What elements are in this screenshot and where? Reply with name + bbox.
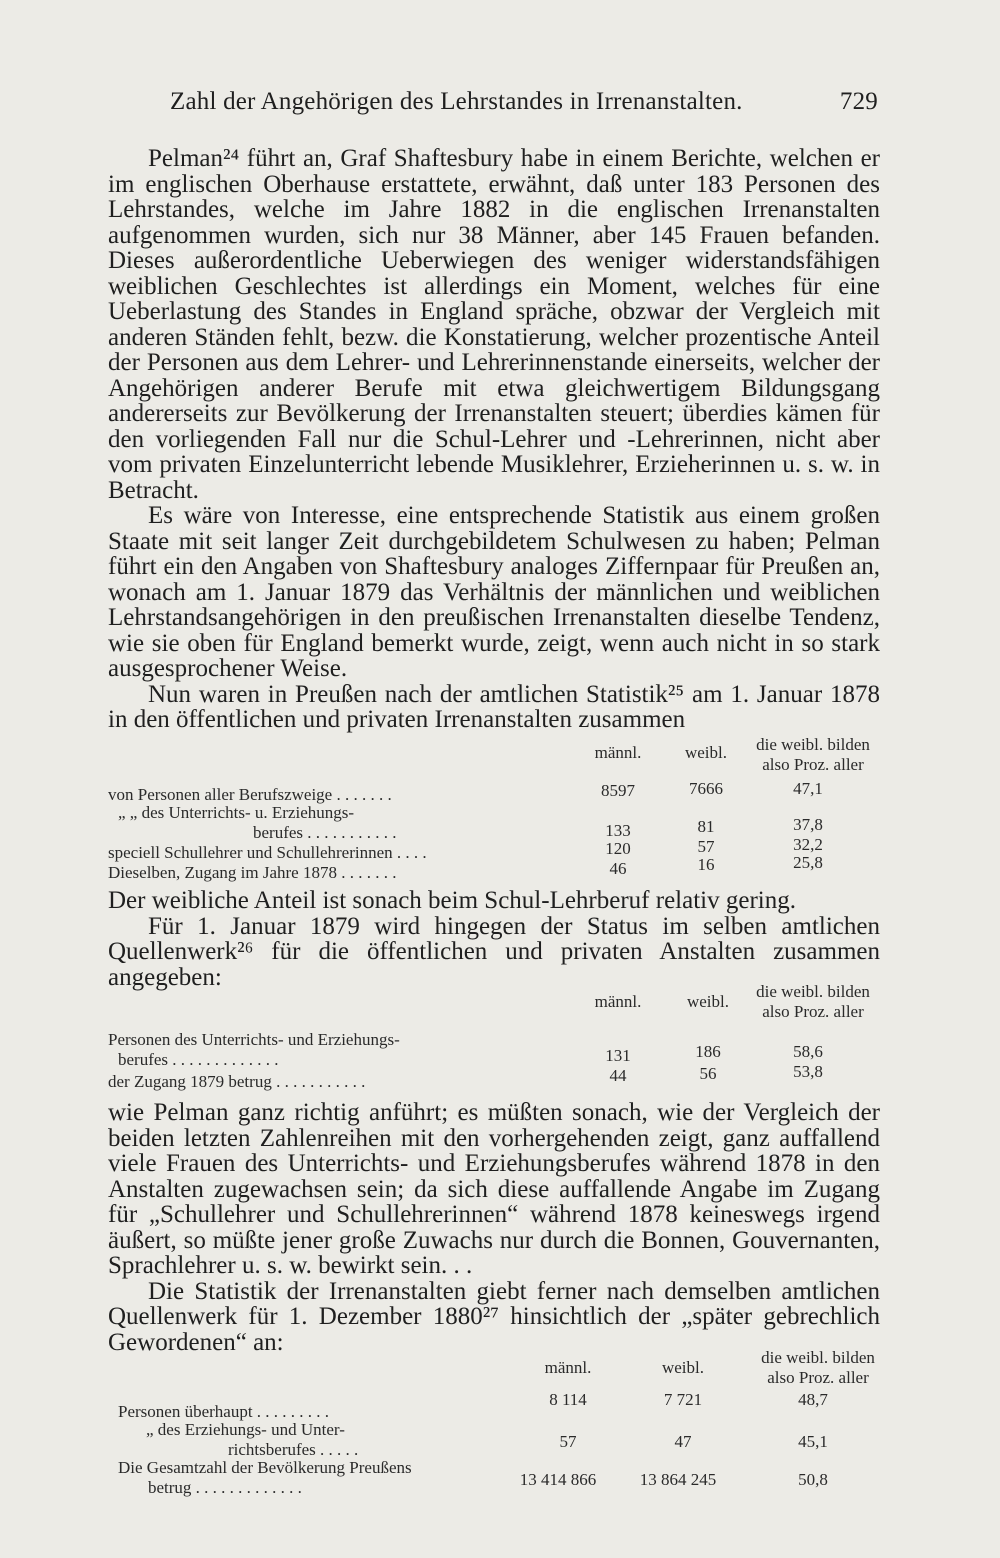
table3-cell-male: 57 xyxy=(559,1432,577,1451)
table1-cell-pct: 32,2 xyxy=(793,835,823,854)
table1-cell-male: 133 xyxy=(605,821,631,840)
table3-header-female: weibl. xyxy=(661,1358,705,1377)
table1-cell-pct: 47,1 xyxy=(793,779,823,798)
table1-row-label: von Personen aller Berufszweige . . . . . . . xyxy=(108,785,392,804)
page-header xyxy=(170,88,878,124)
paragraph-block-3 xyxy=(108,1100,880,1355)
table3-cell-pct: 48,7 xyxy=(798,1390,828,1409)
table1-cell-male: 120 xyxy=(605,839,631,858)
table-1880-statistics xyxy=(108,1346,898,1497)
table1-row-label: Dieselben, Zugang im Jahre 1878 . . . . . . . xyxy=(108,863,397,882)
table1-cell-female: 16 xyxy=(697,855,715,874)
table3-header-male: männl. xyxy=(544,1358,592,1377)
table2-header-pct-line2: also Proz. aller xyxy=(762,1002,864,1021)
table1-header-female: weibl. xyxy=(684,743,728,762)
paragraph-1 xyxy=(108,146,880,733)
table2-cell-female: 56 xyxy=(699,1064,717,1083)
table1-cell-female: 57 xyxy=(697,837,715,856)
table3-row-label: betrug . . . . . . . . . . . . . xyxy=(148,1478,302,1497)
table3-header-pct-line1: die weibl. bilden xyxy=(761,1348,875,1367)
table-1978-statistics xyxy=(108,735,888,895)
paragraph-block-2 xyxy=(108,888,880,990)
table3-cell-male: 8 114 xyxy=(549,1390,587,1409)
table2-row-label: berufes . . . . . . . . . . . . . xyxy=(118,1050,279,1069)
table-1879-statistics xyxy=(108,980,888,1090)
table2-header-pct xyxy=(738,982,888,1022)
table3-cell-pct: 50,8 xyxy=(798,1470,828,1489)
table3-row-label: richtsberufes . . . . . xyxy=(228,1440,359,1459)
page-number: 729 xyxy=(839,88,878,115)
paragraph-1-text: Pelman²⁴ führt an, Graf Shaftesbury habe in einem Berichte, welchen er im englischen Oberhause erstattete, erwähnt, daß unter 183 Personen des Lehrstandes, welche im Jahre 1882 in die englischen Irrenanstalten aufgenommen wurden, sich nur 38 Männer, aber 145 Frauen befanden. Dieses außerordentliche Ueberwiegen des weniger widerstandsfähigen weiblichen Geschlechtes ist allerdings ein Moment, welches für eine Ueberlastung des Standes in England spräche, obzwar der Vergleich mit anderen Ständen fehlt, bezw. die Konstatierung, welcher prozentische Anteil der Personen aus dem Lehrer- und Lehrerinnenstande einerseits, welcher der Angehörigen anderer Berufe mit etwa gleichwertigem Bildungsgang andererseits zur Bevölkerung der Irrenanstalten steuert; überdies kämen für den vorliegenden Fall nur die Schul-Lehrer und -Lehrerinnen, nicht aber vom privaten Einzelunterricht lebende Musiklehrer, Erzieherinnen u. s. w. in Betracht. xyxy=(108,145,880,504)
paragraph-2-text: Es wäre von Interesse, eine entsprechende Statistik aus einem großen Staate mit seit langer Zeit durchgebildetem Schulwesen zu haben; Pelman führt ein den Angaben von Shaftesbury analoges Ziffernpaar für Preußen an, wonach am 1. Januar 1879 das Verhältnis der männlichen und weiblichen Lehrstandsangehörigen in den preußischen Irrenanstalten dieselbe Tendenz, wie sie oben für England bemerkt wurde, zeigt, wenn auch nicht in so stark ausgesprochener Weise. xyxy=(108,502,880,682)
table3-row-label: „ des Erziehungs- und Unter- xyxy=(146,1420,345,1439)
table1-header-pct-line2: also Proz. aller xyxy=(762,755,864,774)
table3-cell-female: 47 xyxy=(674,1432,692,1451)
table2-cell-male: 131 xyxy=(605,1046,631,1065)
table2-cell-female: 186 xyxy=(695,1042,721,1061)
paragraph-4-text: Der weibliche Anteil ist sonach beim Schul-Lehrberuf relativ gering. xyxy=(108,887,796,914)
table2-cell-pct: 53,8 xyxy=(793,1062,823,1081)
table3-header-pct-line2: also Proz. aller xyxy=(767,1368,869,1387)
table2-row-label: der Zugang 1879 betrug . . . . . . . . . . . xyxy=(108,1072,366,1091)
table1-row-label: berufes . . . . . . . . . . . xyxy=(253,823,397,842)
table2-cell-pct: 58,6 xyxy=(793,1042,823,1061)
table2-header-male: männl. xyxy=(594,992,642,1011)
table1-cell-female: 7666 xyxy=(689,779,723,798)
table3-cell-male: 13 414 866 xyxy=(519,1470,597,1489)
paragraph-5-text: Für 1. Januar 1879 wird hingegen der Status im selben amtlichen Quellenwerk²⁶ für die öffentlichen und privaten Anstalten zusammen angegeben: xyxy=(108,912,880,991)
table1-cell-male: 8597 xyxy=(601,781,635,800)
table2-header-pct-line1: die weibl. bilden xyxy=(756,982,870,1001)
table1-header-male: männl. xyxy=(594,743,642,762)
table1-row-label: „ „ des Unterrichts- u. Erziehungs- xyxy=(118,803,355,822)
table3-row-label: Personen überhaupt . . . . . . . . . xyxy=(118,1402,330,1421)
table1-cell-male: 46 xyxy=(609,859,627,878)
table1-cell-female: 81 xyxy=(697,817,715,836)
table3-row-label: Die Gesamtzahl der Bevölkerung Preußens xyxy=(118,1458,412,1477)
table1-row-label: speciell Schullehrer und Schullehrerinnen . . . . xyxy=(108,843,427,862)
table2-row-label: Personen des Unterrichts- und Erziehungs- xyxy=(108,1030,400,1049)
table1-header-pct-line1: die weibl. bilden xyxy=(756,735,870,754)
paragraph-6-text: wie Pelman ganz richtig anführt; es müßten sonach, wie der Vergleich der beiden letzten Zahlenreihen mit den vorhergehenden zeigt, ganz auffallend viele Frauen des Unterrichts- und Erziehungsberufes während 1878 in den Anstalten zugewachsen sein; da sich diese auffallende Angabe im Zugang für „Schullehrer und Schullehrerinnen“ während 1878 keineswegs irgend äußert, so müßte jener große Zuwachs nur durch die Bonnen, Gouvernanten, Sprachlehrer u. s. w. bewirkt sein. . . xyxy=(108,1099,880,1279)
paragraph-7-text: Die Statistik der Irrenanstalten giebt ferner nach demselben amtlichen Quellenwerk für 1. Dezember 1880²⁷ hinsichtlich der „später gebrechlich Gewordenen“ an: xyxy=(108,1277,880,1356)
table2-header-female: weibl. xyxy=(686,992,730,1011)
running-title: Zahl der Angehörigen des Lehrstandes in Irrenanstalten. xyxy=(170,88,743,115)
table3-cell-pct: 45,1 xyxy=(798,1432,828,1451)
table3-cell-female: 7 721 xyxy=(663,1390,703,1409)
table1-header-pct xyxy=(738,735,888,775)
table2-cell-male: 44 xyxy=(609,1066,627,1085)
table3-header-pct xyxy=(743,1348,893,1388)
table3-cell-female: 13 864 245 xyxy=(639,1470,717,1489)
table1-cell-pct: 37,8 xyxy=(793,815,823,834)
table1-cell-pct: 25,8 xyxy=(793,853,823,872)
paragraph-3-text: Nun waren in Preußen nach der amtlichen Statistik²⁵ am 1. Januar 1878 in den öffentlichen und privaten Irrenanstalten zusammen xyxy=(108,680,880,733)
